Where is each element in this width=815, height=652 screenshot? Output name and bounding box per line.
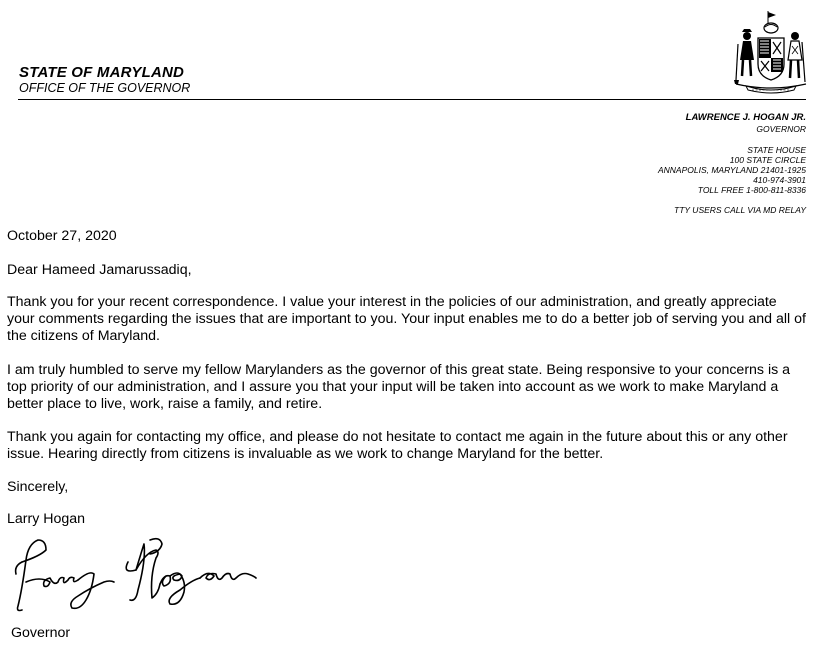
letterhead-state-title: STATE OF MARYLAND bbox=[19, 64, 185, 81]
governor-name: LAWRENCE J. HOGAN JR. bbox=[685, 112, 806, 123]
letter-paragraph: Thank you for your recent correspondence. I value your interest in the policies of our administration, and greatly appreciate your comments regarding the issues that are important to you. Your input enables me to do a better job of serving you and all of the citizens of Maryland. bbox=[7, 294, 806, 344]
letter-closing: Sincerely, bbox=[7, 479, 69, 495]
phone-line: 410-974-3901 bbox=[753, 175, 806, 186]
maryland-state-seal-icon bbox=[732, 8, 810, 94]
letter-paragraph: Thank you again for contacting my office, and please do not hesitate to contact me again in the future about this or any other issue. Hearing directly from citizens is invaluable as we work to change Maryland for the better. bbox=[7, 429, 788, 462]
letter-paragraph: I am truly humbled to serve my fellow Marylanders as the governor of this great state. Being responsive to your concerns is a top priority of our administration, and I assure you that your input will be taken into account as we work to make Maryland a better place to live, work, raise a family, and retire. bbox=[7, 362, 791, 412]
address-line: STATE HOUSE bbox=[747, 145, 806, 155]
signer-title: Governor bbox=[11, 625, 71, 641]
tty-relay-note: TTY USERS CALL VIA MD RELAY bbox=[674, 205, 806, 215]
letter-salutation: Dear Hameed Jamarussadiq, bbox=[7, 262, 192, 278]
address-line: 100 STATE CIRCLE bbox=[729, 155, 806, 166]
handwritten-signature bbox=[10, 530, 260, 620]
address-block bbox=[658, 145, 806, 195]
address-line: ANNAPOLIS, MARYLAND 21401-1925 bbox=[657, 165, 806, 176]
letterhead-office-subtitle: OFFICE OF THE GOVERNOR bbox=[19, 81, 191, 95]
toll-free-line: TOLL FREE 1-800-811-8336 bbox=[697, 185, 806, 196]
governor-title: GOVERNOR bbox=[756, 124, 806, 134]
letter-date: October 27, 2020 bbox=[7, 228, 117, 244]
letterhead-divider bbox=[18, 99, 806, 100]
signer-name: Larry Hogan bbox=[7, 511, 86, 527]
